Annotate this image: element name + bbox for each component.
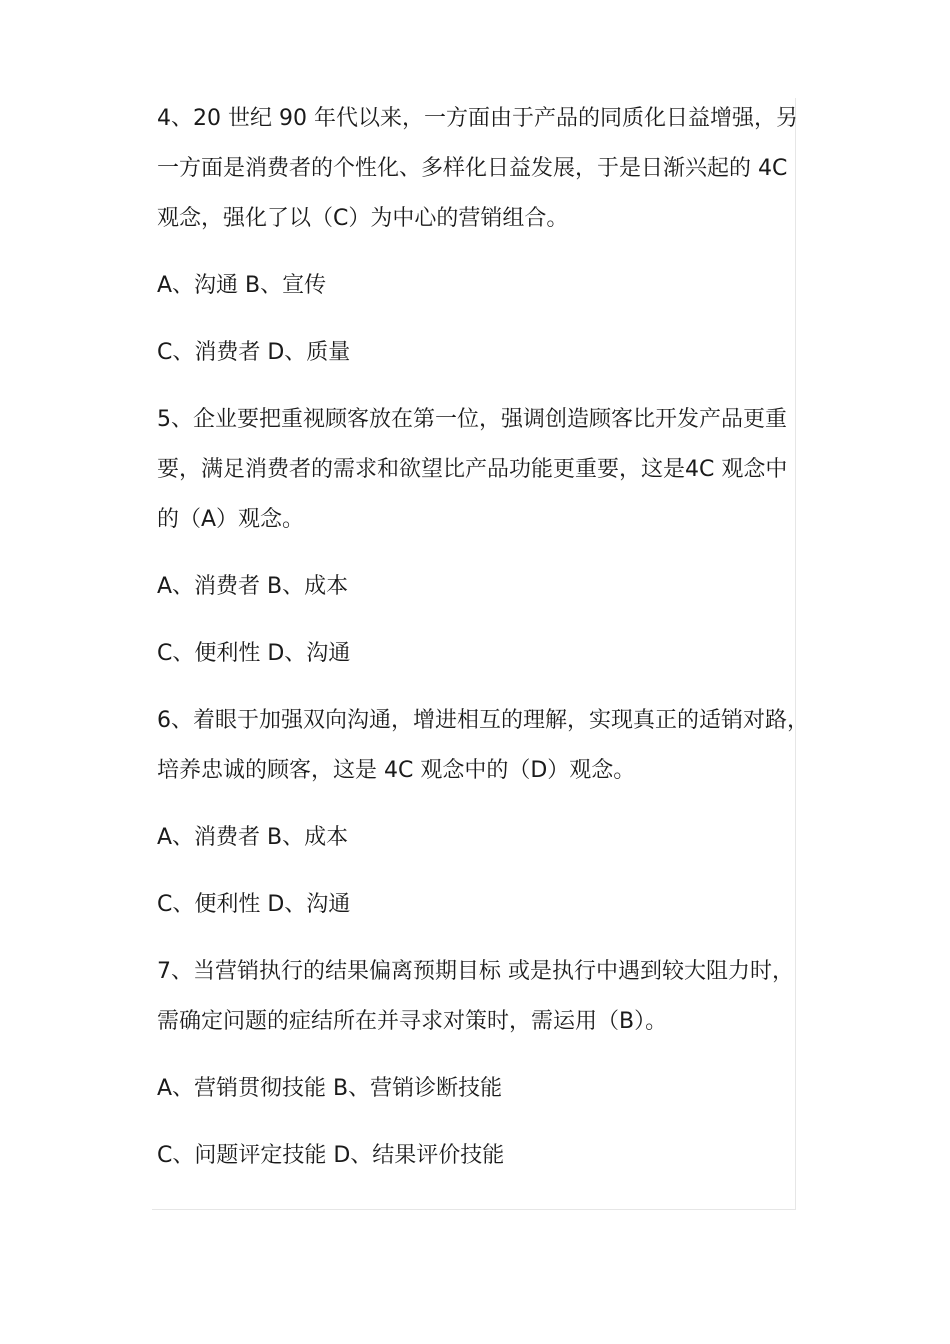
question-line: 的（A）观念。 xyxy=(157,507,305,532)
question-line: 要，满足消费者的需求和欲望比产品功能更重要，这是4C 观念中 xyxy=(157,457,788,482)
question-text xyxy=(157,947,799,1047)
question-line: 6、着眼于加强双向沟通，增进相互的理解，实现真正的适销对路， xyxy=(157,708,809,733)
question-line: 观念，强化了以（C）为中心的营销组合。 xyxy=(157,206,569,231)
answer-options xyxy=(157,1064,799,1181)
question-line: 5、企业要把重视顾客放在第一位，强调创造顾客比开发产品更重 xyxy=(157,407,787,432)
option-line: C、便利性 D、沟通 xyxy=(157,892,351,917)
option-line: A、营销贯彻技能 B、营销诊断技能 xyxy=(157,1076,503,1101)
question-text xyxy=(157,395,799,545)
question-6 xyxy=(157,696,809,930)
option-line: C、问题评定技能 D、结果评价技能 xyxy=(157,1143,505,1168)
question-line: 4、20 世纪 90 年代以来，一方面由于产品的同质化日益增强，另 xyxy=(157,106,798,131)
option-line: A、沟通 B、宣传 xyxy=(157,273,327,298)
answer-options xyxy=(157,813,799,930)
question-4 xyxy=(157,94,799,378)
question-line: 7、当营销执行的结果偏离预期目标 或是执行中遇到较大阻力时， xyxy=(157,959,794,984)
question-line: 需确定问题的症结所在并寻求对策时，需运用（B）。 xyxy=(157,1009,668,1034)
document-body xyxy=(157,94,809,1198)
question-7 xyxy=(157,947,799,1181)
option-line: A、消费者 B、成本 xyxy=(157,574,349,599)
option-line: A、消费者 B、成本 xyxy=(157,825,349,850)
answer-options xyxy=(157,562,799,679)
option-line: C、便利性 D、沟通 xyxy=(157,641,351,666)
question-line: 培养忠诚的顾客，这是 4C 观念中的（D）观念。 xyxy=(157,758,636,783)
question-line: 一方面是消费者的个性化、多样化日益发展，于是日渐兴起的 4C xyxy=(157,156,788,181)
question-5 xyxy=(157,395,799,679)
question-text xyxy=(157,696,809,796)
option-line: C、消费者 D、质量 xyxy=(157,340,351,365)
question-text xyxy=(157,94,799,244)
answer-options xyxy=(157,261,799,378)
